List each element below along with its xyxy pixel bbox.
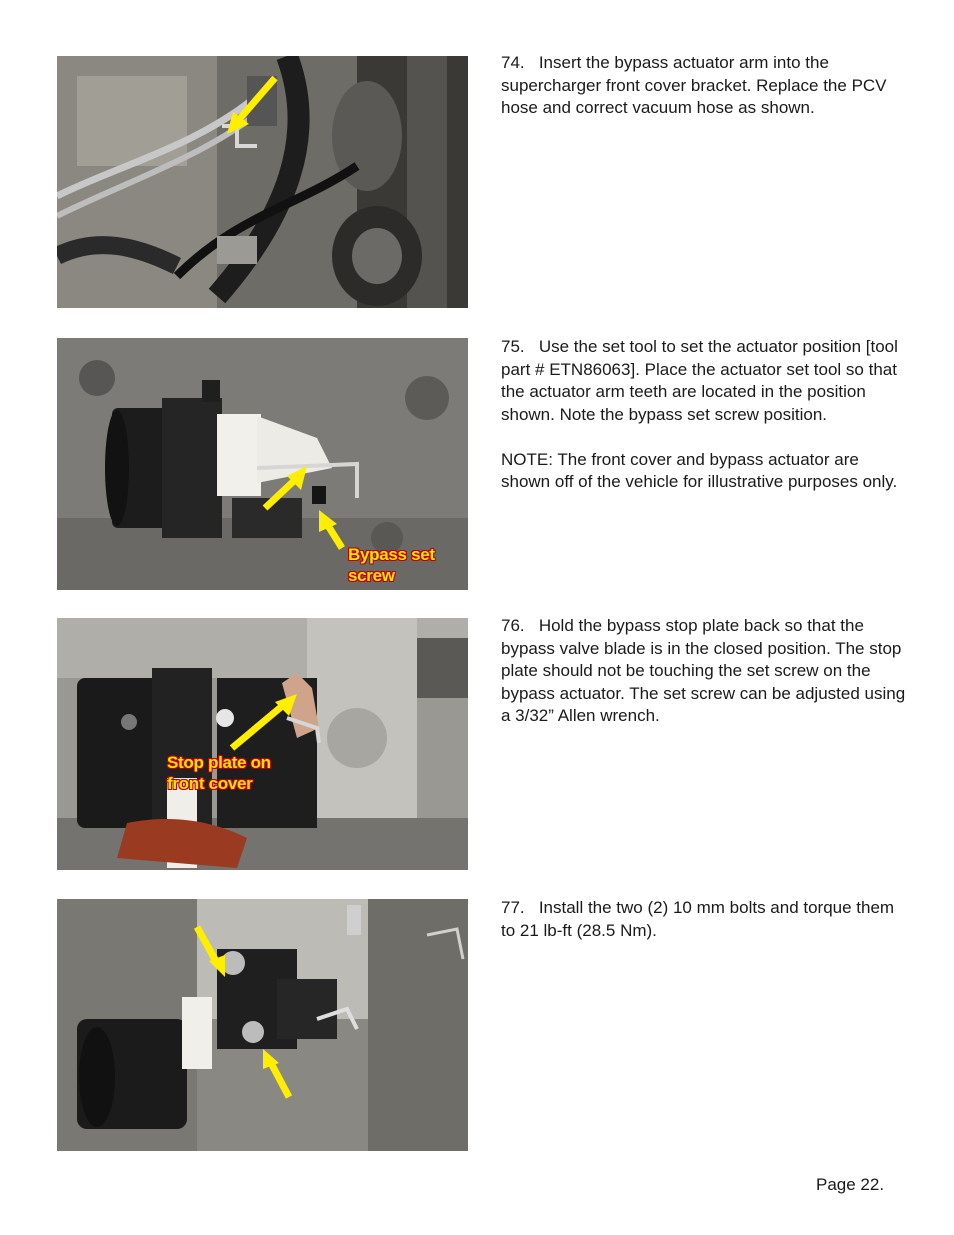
step-74-text <box>501 52 906 120</box>
step-body: Hold the bypass stop plate back so that the bypass valve blade is in the closed position. The stop plate should not be touching the set screw on the bypass actuator. The set screw can be adjusted using a 3/32” Allen wrench. <box>501 616 906 725</box>
page-number: Page 22. <box>816 1175 885 1194</box>
step-75-text <box>501 336 906 494</box>
photo-step-75 <box>57 338 468 590</box>
bypass-set-screw-label: Bypass set screw <box>348 545 435 585</box>
step-75-paragraph <box>501 336 906 426</box>
step-number: 77. <box>501 898 525 917</box>
bolts-install-image <box>57 899 468 1151</box>
step-74-paragraph <box>501 52 906 120</box>
step-body: Install the two (2) 10 mm bolts and torque them to 21 lb-ft (28.5 Nm). <box>501 898 895 940</box>
step-76-paragraph <box>501 615 906 728</box>
step-76-text <box>501 615 906 728</box>
step-75-note: NOTE: The front cover and bypass actuator are shown off of the vehicle for illustrative purposes only. <box>501 449 898 491</box>
step-number: 76. <box>501 616 525 635</box>
step-77-paragraph <box>501 897 906 942</box>
photo-step-77 <box>57 899 468 1151</box>
engine-bay-image <box>57 56 468 308</box>
stop-plate-image <box>57 618 468 870</box>
step-body: Use the set tool to set the actuator position [tool part # ETN86063]. Place the actuator set tool so that the actuator arm teeth are located in the position shown. Note the bypass set screw position. <box>501 337 898 424</box>
step-number: 74. <box>501 53 525 72</box>
stop-plate-label: Stop plate on front cover <box>167 753 271 793</box>
photo-step-74 <box>57 56 468 308</box>
step-77-text <box>501 897 906 942</box>
step-body: Insert the bypass actuator arm into the supercharger front cover bracket. Replace the PCV hose and correct vacuum hose as shown. <box>501 53 887 117</box>
step-number: 75. <box>501 337 525 356</box>
photo-step-76 <box>57 618 468 870</box>
